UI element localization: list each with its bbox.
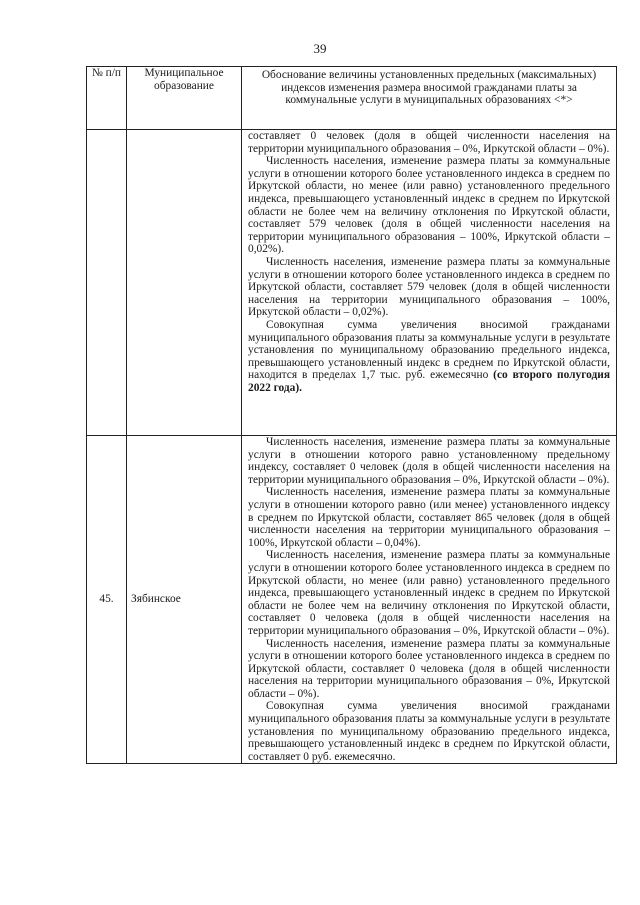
paragraph: Численность населения, изменение размера платы за коммунальные услуги в отношении которого более установленного индекса в среднем по Иркутской области, но менее (или равно) установленного предельного индекса, превышающего установленный индекс в среднем по Иркутской области не более чем на величину отклонения по Иркутской области, составляет 0 человека (доля в общей численности населения на территории муниципального образования – 0%, Иркутской области – 0%). <box>248 549 610 637</box>
row-justification <box>242 130 617 436</box>
row-number <box>87 130 127 436</box>
paragraph: Численность населения, изменение размера платы за коммунальные услуги в отношении которого равно установленному предельному индексу, составляет 0 человек (доля в общей численности населения на территории муниципального образования – 0%, Иркутской области – 0%). <box>248 436 610 486</box>
header-justification: Обоснование величины установленных предельных (максимальных) индексов изменения размера вносимой гражданами платы за коммунальные услуги в муниципальных образованиях <*> <box>242 67 617 130</box>
justification-table <box>86 66 617 764</box>
row-municipality <box>127 130 242 436</box>
page-number: 39 <box>313 41 327 56</box>
paragraph: составляет 0 человек (доля в общей численности населения на территории муниципального образования – 0%, Иркутской области – 0%). <box>248 130 610 155</box>
header-municipality: Муниципальное образование <box>127 67 242 130</box>
paragraph: Численность населения, изменение размера платы за коммунальные услуги в отношении которого более установленного индекса в среднем по Иркутской области, но менее (или равно) установленного предельного индекса, превышающего установленный индекс в среднем по Иркутской области не более чем на величину отклонения по Иркутской области, составляет 579 человек (доля в общей численности населения на территории муниципального образования – 100%, Иркутской области – 0,02%). <box>248 155 610 256</box>
row-justification <box>242 436 617 764</box>
row-number: 45. <box>87 436 127 764</box>
table-row <box>87 436 617 764</box>
table-row <box>87 130 617 436</box>
paragraph: Численность населения, изменение размера платы за коммунальные услуги в отношении которого более установленного индекса в среднем по Иркутской области, составляет 579 человек (доля в общей численности населения на территории муниципального образования – 100%, Иркутской области – 0,02%). <box>248 255 610 319</box>
header-number: № п/п <box>87 67 127 130</box>
paragraph-text: Совокупная сумма увеличения вносимой гражданами муниципального образования платы за коммунальные услуги в результате установления по муниципальному образованию предельного индекса, превышающего установленный индекс в среднем по Иркутской области, находится в пределах 1,7 тыс. руб. ежемесячно <box>248 318 610 382</box>
row-municipality: Зябинское <box>127 436 242 764</box>
paragraph: Численность населения, изменение размера платы за коммунальные услуги в отношении которого равно (или менее) установленного индексу в среднем по Иркутской области, составляет 865 человек (доля в общей численности населения на территории муниципального образования – 100%, Иркутской области – 0,04%). <box>248 486 610 549</box>
paragraph: Численность населения, изменение размера платы за коммунальные услуги в отношении которого более установленного индекса в среднем по Иркутской области, составляет 0 человека (доля в общей численности населения на территории муниципального образования – 0%, Иркутской области – 0%). <box>248 637 610 700</box>
paragraph-bold-text: (со второго полугодия 2022 года). <box>248 369 610 394</box>
paragraph: Совокупная сумма увеличения вносимой гражданами муниципального образования платы за коммунальные услуги в результате установления по муниципальному образованию предельного индекса, превышающего установленный индекс в среднем по Иркутской области, составляет 0 руб. ежемесячно. <box>248 700 610 763</box>
table-header-row <box>87 67 617 130</box>
paragraph <box>248 319 610 395</box>
